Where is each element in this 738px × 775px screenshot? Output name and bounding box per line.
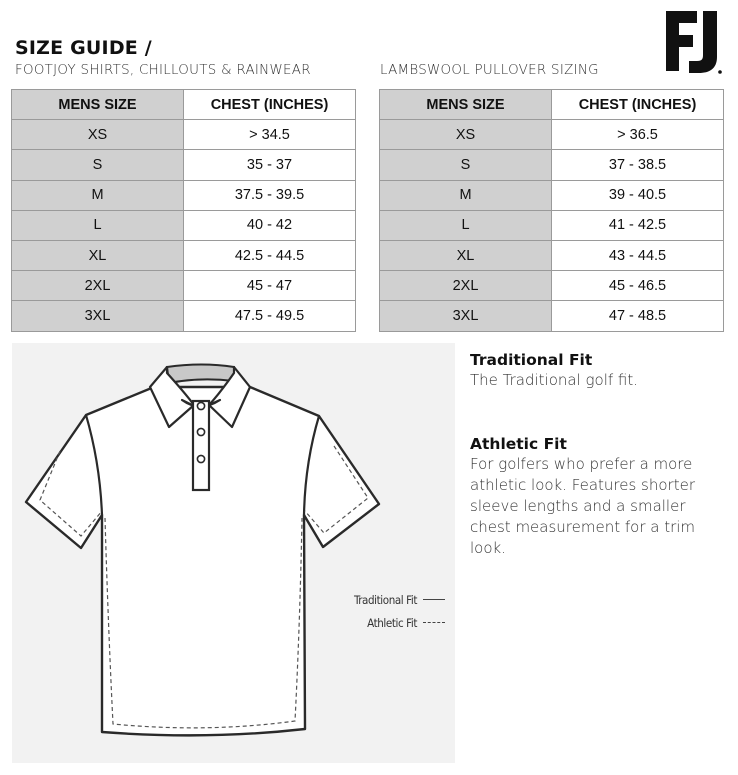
table-row: [380, 301, 724, 331]
header-mens-size: MENS SIZE: [380, 90, 552, 120]
chest-cell: 41 - 42.5: [552, 210, 724, 240]
chest-cell: > 34.5: [184, 120, 356, 150]
legend-traditional-label: Traditional Fit: [353, 592, 417, 607]
size-cell: XS: [12, 120, 184, 150]
fit-legend: [320, 588, 445, 634]
chest-cell: 45 - 47: [184, 271, 356, 301]
solid-line-icon: [423, 599, 445, 600]
size-cell: S: [12, 150, 184, 180]
size-cell: 3XL: [380, 301, 552, 331]
chest-cell: 40 - 42: [184, 210, 356, 240]
athletic-fit-info: [470, 434, 725, 559]
header-chest: CHEST (INCHES): [552, 90, 724, 120]
legend-athletic-label: Athletic Fit: [367, 615, 417, 630]
table-row: [12, 150, 356, 180]
chest-cell: > 36.5: [552, 120, 724, 150]
table-row: [12, 271, 356, 301]
traditional-fit-info: [470, 350, 725, 391]
dashed-line-icon: [423, 622, 445, 623]
chest-cell: 39 - 40.5: [552, 180, 724, 210]
size-cell: S: [380, 150, 552, 180]
page-title: SIZE GUIDE /: [15, 37, 152, 59]
chest-cell: 45 - 46.5: [552, 271, 724, 301]
header-mens-size: MENS SIZE: [12, 90, 184, 120]
size-cell: L: [12, 210, 184, 240]
table-row: [380, 150, 724, 180]
size-cell: L: [380, 210, 552, 240]
chest-cell: 47.5 - 49.5: [184, 301, 356, 331]
shirts-size-table: [11, 89, 356, 332]
size-cell: 3XL: [12, 301, 184, 331]
fj-logo-icon: [663, 9, 723, 77]
athletic-fit-description: For golfers who prefer a more athletic look. Features shorter sleeve lengths and a smaller chest measurement for a trim look.: [470, 455, 696, 557]
chest-cell: 43 - 44.5: [552, 240, 724, 270]
legend-athletic: [320, 611, 445, 634]
chest-cell: 47 - 48.5: [552, 301, 724, 331]
table-row: [380, 240, 724, 270]
chest-cell: 37.5 - 39.5: [184, 180, 356, 210]
pullover-subtitle: LAMBSWOOL PULLOVER SIZING: [380, 63, 599, 78]
legend-traditional: [320, 588, 445, 611]
pullover-size-table: [379, 89, 724, 332]
header-chest: CHEST (INCHES): [184, 90, 356, 120]
table-row: [12, 301, 356, 331]
traditional-fit-description: The Traditional golf fit.: [470, 371, 639, 389]
table-row: [380, 210, 724, 240]
traditional-fit-title: Traditional Fit: [470, 351, 593, 369]
chest-cell: 42.5 - 44.5: [184, 240, 356, 270]
table-row: [380, 180, 724, 210]
shirts-subtitle: FOOTJOY SHIRTS, CHILLOUTS & RAINWEAR: [15, 63, 311, 78]
size-cell: M: [380, 180, 552, 210]
table-row: [380, 271, 724, 301]
table-row: [380, 120, 724, 150]
table-row: [12, 120, 356, 150]
size-cell: 2XL: [380, 271, 552, 301]
chest-cell: 37 - 38.5: [552, 150, 724, 180]
table-row: [12, 240, 356, 270]
table-row: [12, 210, 356, 240]
athletic-fit-title: Athletic Fit: [470, 435, 567, 453]
shirt-diagram-panel: [12, 343, 455, 763]
size-cell: XL: [380, 240, 552, 270]
polo-shirt-icon: [12, 343, 455, 763]
size-cell: 2XL: [12, 271, 184, 301]
table-row: [12, 180, 356, 210]
size-cell: XL: [12, 240, 184, 270]
chest-cell: 35 - 37: [184, 150, 356, 180]
size-cell: M: [12, 180, 184, 210]
size-cell: XS: [380, 120, 552, 150]
